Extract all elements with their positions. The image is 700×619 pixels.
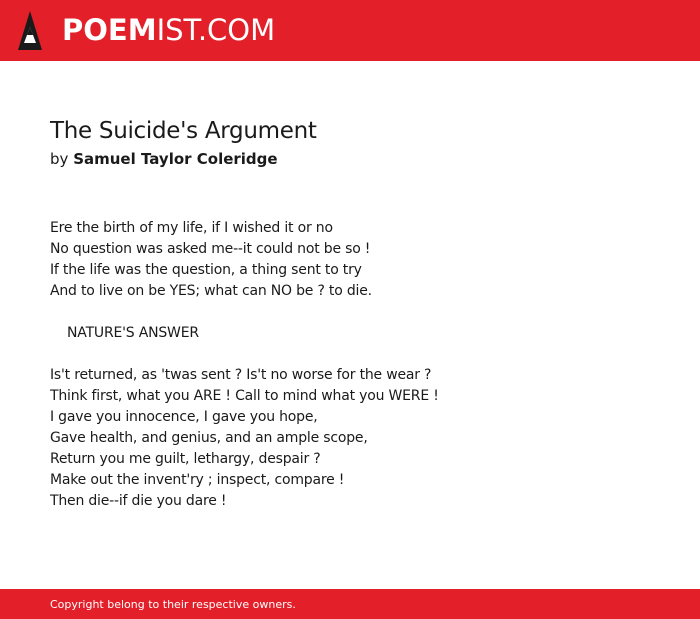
poem-line: NATURE'S ANSWER (50, 325, 199, 341)
poem-line: Gave health, and genius, and an ample scope, (50, 430, 368, 446)
poem-line: I gave you innocence, I gave you hope, (50, 409, 318, 425)
by-label: by (50, 150, 69, 168)
poem-line: Is't returned, as 'twas sent ? Is't no worse for the wear ? (50, 367, 432, 383)
site-logo[interactable] (62, 12, 275, 48)
logo-bold-text: POEM (62, 13, 157, 47)
logo-light-text: IST.COM (156, 13, 276, 47)
poem-line: Then die--if die you dare ! (50, 493, 227, 509)
poem-line: Make out the invent'ry ; inspect, compare ! (50, 472, 345, 488)
site-header (0, 0, 700, 61)
poem-title: The Suicide's Argument (50, 118, 317, 144)
poem-line: No question was asked me--it could not be so ! (50, 241, 371, 257)
stanza-break (50, 344, 439, 365)
poem-line: And to live on be YES; what can NO be ? to die. (50, 283, 372, 299)
pencil-tip-icon[interactable] (17, 10, 43, 52)
poem-line: Return you me guilt, lethargy, despair ? (50, 451, 321, 467)
poem-line: Ere the birth of my life, if I wished it or no (50, 220, 333, 236)
poem-line: Think first, what you ARE ! Call to mind what you WERE ! (50, 388, 439, 404)
poem-line: If the life was the question, a thing sent to try (50, 262, 362, 278)
stanza-break (50, 302, 439, 323)
poem-byline (50, 149, 278, 169)
site-footer (0, 589, 700, 619)
poem-body (50, 218, 439, 512)
copyright-text: Copyright belong to their respective owners. (50, 598, 296, 611)
author-name[interactable]: Samuel Taylor Coleridge (73, 150, 278, 168)
